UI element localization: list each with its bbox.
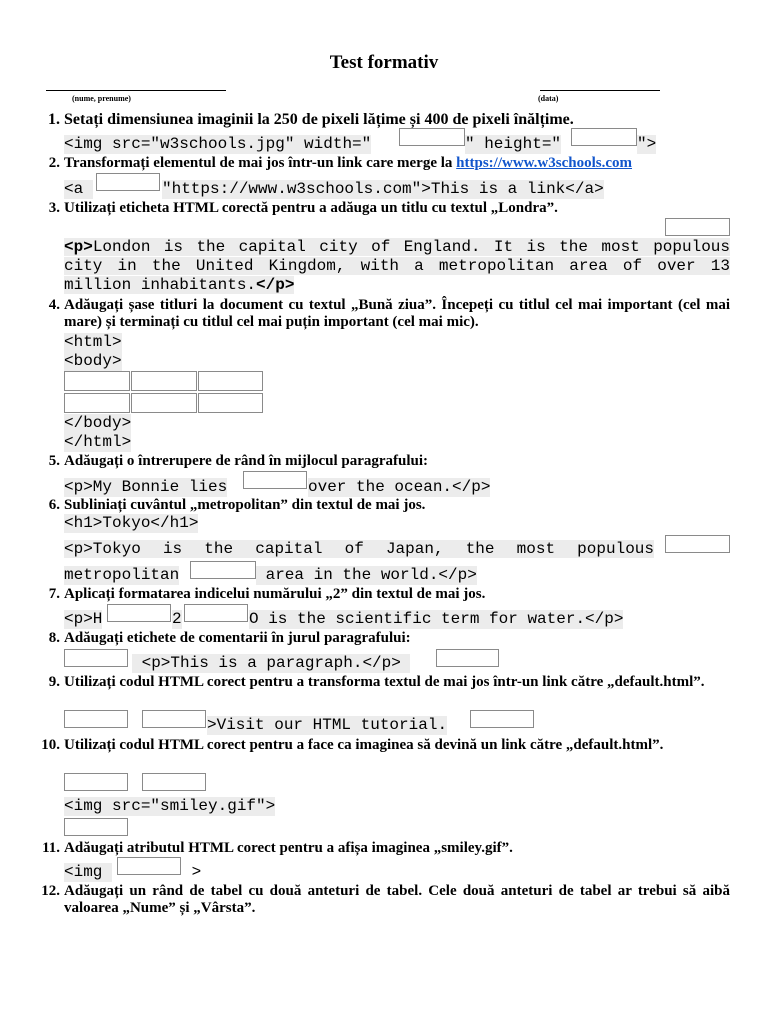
subscript-open-input[interactable]	[107, 604, 171, 622]
question-text: Utilizați codul HTML corect pentru a transforma textul de mai jos într-un link către „default.html”.	[64, 674, 705, 690]
comment-open-input[interactable]	[64, 649, 128, 667]
question-number: 2.	[48, 155, 60, 171]
code-line: >	[182, 863, 202, 881]
code-line: <img src="w3schools.jpg" width="	[64, 135, 372, 153]
code-line: " height="	[465, 135, 562, 153]
code-line: <body>	[64, 352, 122, 370]
tokyo-paragraph-line: <p>Tokyo is the capital of Japan, the most populous	[64, 540, 654, 558]
page-title: Test formativ	[329, 52, 439, 73]
code-line: <html>	[64, 333, 122, 351]
heading-input-3[interactable]	[198, 371, 263, 391]
question-text: Adăugați o întrerupere de rând în mijlocul paragrafului:	[64, 453, 429, 469]
question-number: 8.	[48, 630, 60, 646]
subscript-close-input[interactable]	[184, 604, 248, 622]
code-line: ">	[637, 135, 657, 153]
question-text: Subliniați cuvântul „metropolitan” din textul de mai jos.	[64, 497, 426, 513]
width-input[interactable]	[399, 128, 465, 146]
w3schools-link[interactable]: https://www.w3schools.com	[456, 155, 633, 171]
london-paragraph	[64, 238, 730, 295]
paragraph-body: London is the capital city of England. It is the most populous city in the United Kingdom, with a metropolitan area of over 13 million inhabitants.	[64, 238, 730, 294]
p-open-tag: <p>	[64, 238, 93, 256]
question-number: 3.	[48, 200, 60, 216]
heading-input[interactable]	[665, 218, 730, 236]
code-line: >Visit our HTML tutorial.	[207, 716, 448, 734]
anchor-close-input[interactable]	[64, 818, 128, 836]
line-break-input[interactable]	[243, 471, 307, 489]
question-number: 5.	[48, 453, 60, 469]
code-line: <p>My Bonnie lies	[64, 478, 228, 496]
code-line: "https://www.w3schools.com">This is a link</a>	[162, 180, 604, 198]
anchor-close-input[interactable]	[470, 710, 534, 728]
href-input[interactable]	[142, 773, 206, 791]
code-line: <p>H	[64, 610, 103, 628]
anchor-open-input[interactable]	[64, 773, 128, 791]
question-number: 11.	[42, 840, 60, 856]
question-text-part: Transformați elementul de mai jos într-un link care merge la	[64, 155, 457, 171]
comment-close-input[interactable]	[436, 649, 499, 667]
tokyo-paragraph	[64, 540, 654, 559]
question-text: Setați dimensiunea imaginii la 250 de pixeli lățime și 400 de pixeli înălțime.	[64, 111, 574, 128]
date-label: (data)	[538, 94, 559, 103]
src-input[interactable]	[117, 857, 181, 875]
question-text: Adăugați atributul HTML corect pentru a afișa imaginea „smiley.gif”.	[64, 840, 513, 856]
underline-open-input[interactable]	[665, 535, 730, 553]
href-input[interactable]	[142, 710, 206, 728]
code-line: <img	[64, 863, 113, 881]
p-close-tag: </p>	[256, 276, 295, 294]
question-number: 4.	[48, 297, 60, 313]
question-text: Utilizați eticheta HTML corectă pentru a adăuga un titlu cu textul „Londra”.	[64, 200, 558, 216]
heading-input-1[interactable]	[64, 371, 130, 391]
question-text: Adăugați etichete de comentarii în jurul paragrafului:	[64, 630, 411, 646]
name-line	[46, 90, 226, 91]
code-line: 2	[172, 610, 182, 628]
question-number: 6.	[48, 497, 60, 513]
question-text	[64, 155, 730, 172]
question-number: 9.	[48, 674, 60, 690]
heading-input-4[interactable]	[64, 393, 130, 413]
question-number: 12.	[41, 883, 60, 899]
code-line: <img src="smiley.gif">	[64, 797, 276, 815]
name-label: (nume, prenume)	[72, 94, 131, 103]
code-line: </html>	[64, 433, 132, 451]
anchor-open-input[interactable]	[64, 710, 128, 728]
question-text: Adăugați șase titluri la document cu textul „Bună ziua”. Începeți cu titlul cel mai important (cel mai mare) și terminați cu titlul cel mai puțin important (cel mai mic).	[64, 297, 730, 330]
heading-input-6[interactable]	[198, 393, 263, 413]
question-number: 1.	[48, 111, 60, 128]
code-line: <p>This is a paragraph.</p>	[132, 654, 411, 672]
code-line: <a	[64, 180, 93, 198]
question-number: 7.	[48, 586, 60, 602]
underline-close-input[interactable]	[190, 561, 256, 579]
code-line: O is the scientific term for water.</p>	[249, 610, 624, 628]
code-line: metropolitan	[64, 566, 180, 584]
heading-input-5[interactable]	[131, 393, 197, 413]
height-input[interactable]	[571, 128, 637, 146]
question-text: Utilizați codul HTML corect pentru a face ca imaginea să devină un link către „default.html”.	[64, 737, 664, 753]
question-number: 10.	[41, 737, 60, 753]
href-input[interactable]	[96, 173, 160, 191]
code-line: <h1>Tokyo</h1>	[64, 514, 199, 532]
date-line	[540, 90, 660, 91]
question-text: Aplicați formatarea indicelui numărului „2” din textul de mai jos.	[64, 586, 486, 602]
code-line: area in the world.</p>	[256, 566, 477, 584]
question-text: Adăugați un rând de tabel cu două anteturi de tabel. Cele două anteturi de tabel ar trebui să aibă valoarea „Nume” și „Vârsta”.	[64, 883, 730, 916]
heading-input-2[interactable]	[131, 371, 197, 391]
code-line: over the ocean.</p>	[308, 478, 491, 496]
code-line: </body>	[64, 414, 132, 432]
